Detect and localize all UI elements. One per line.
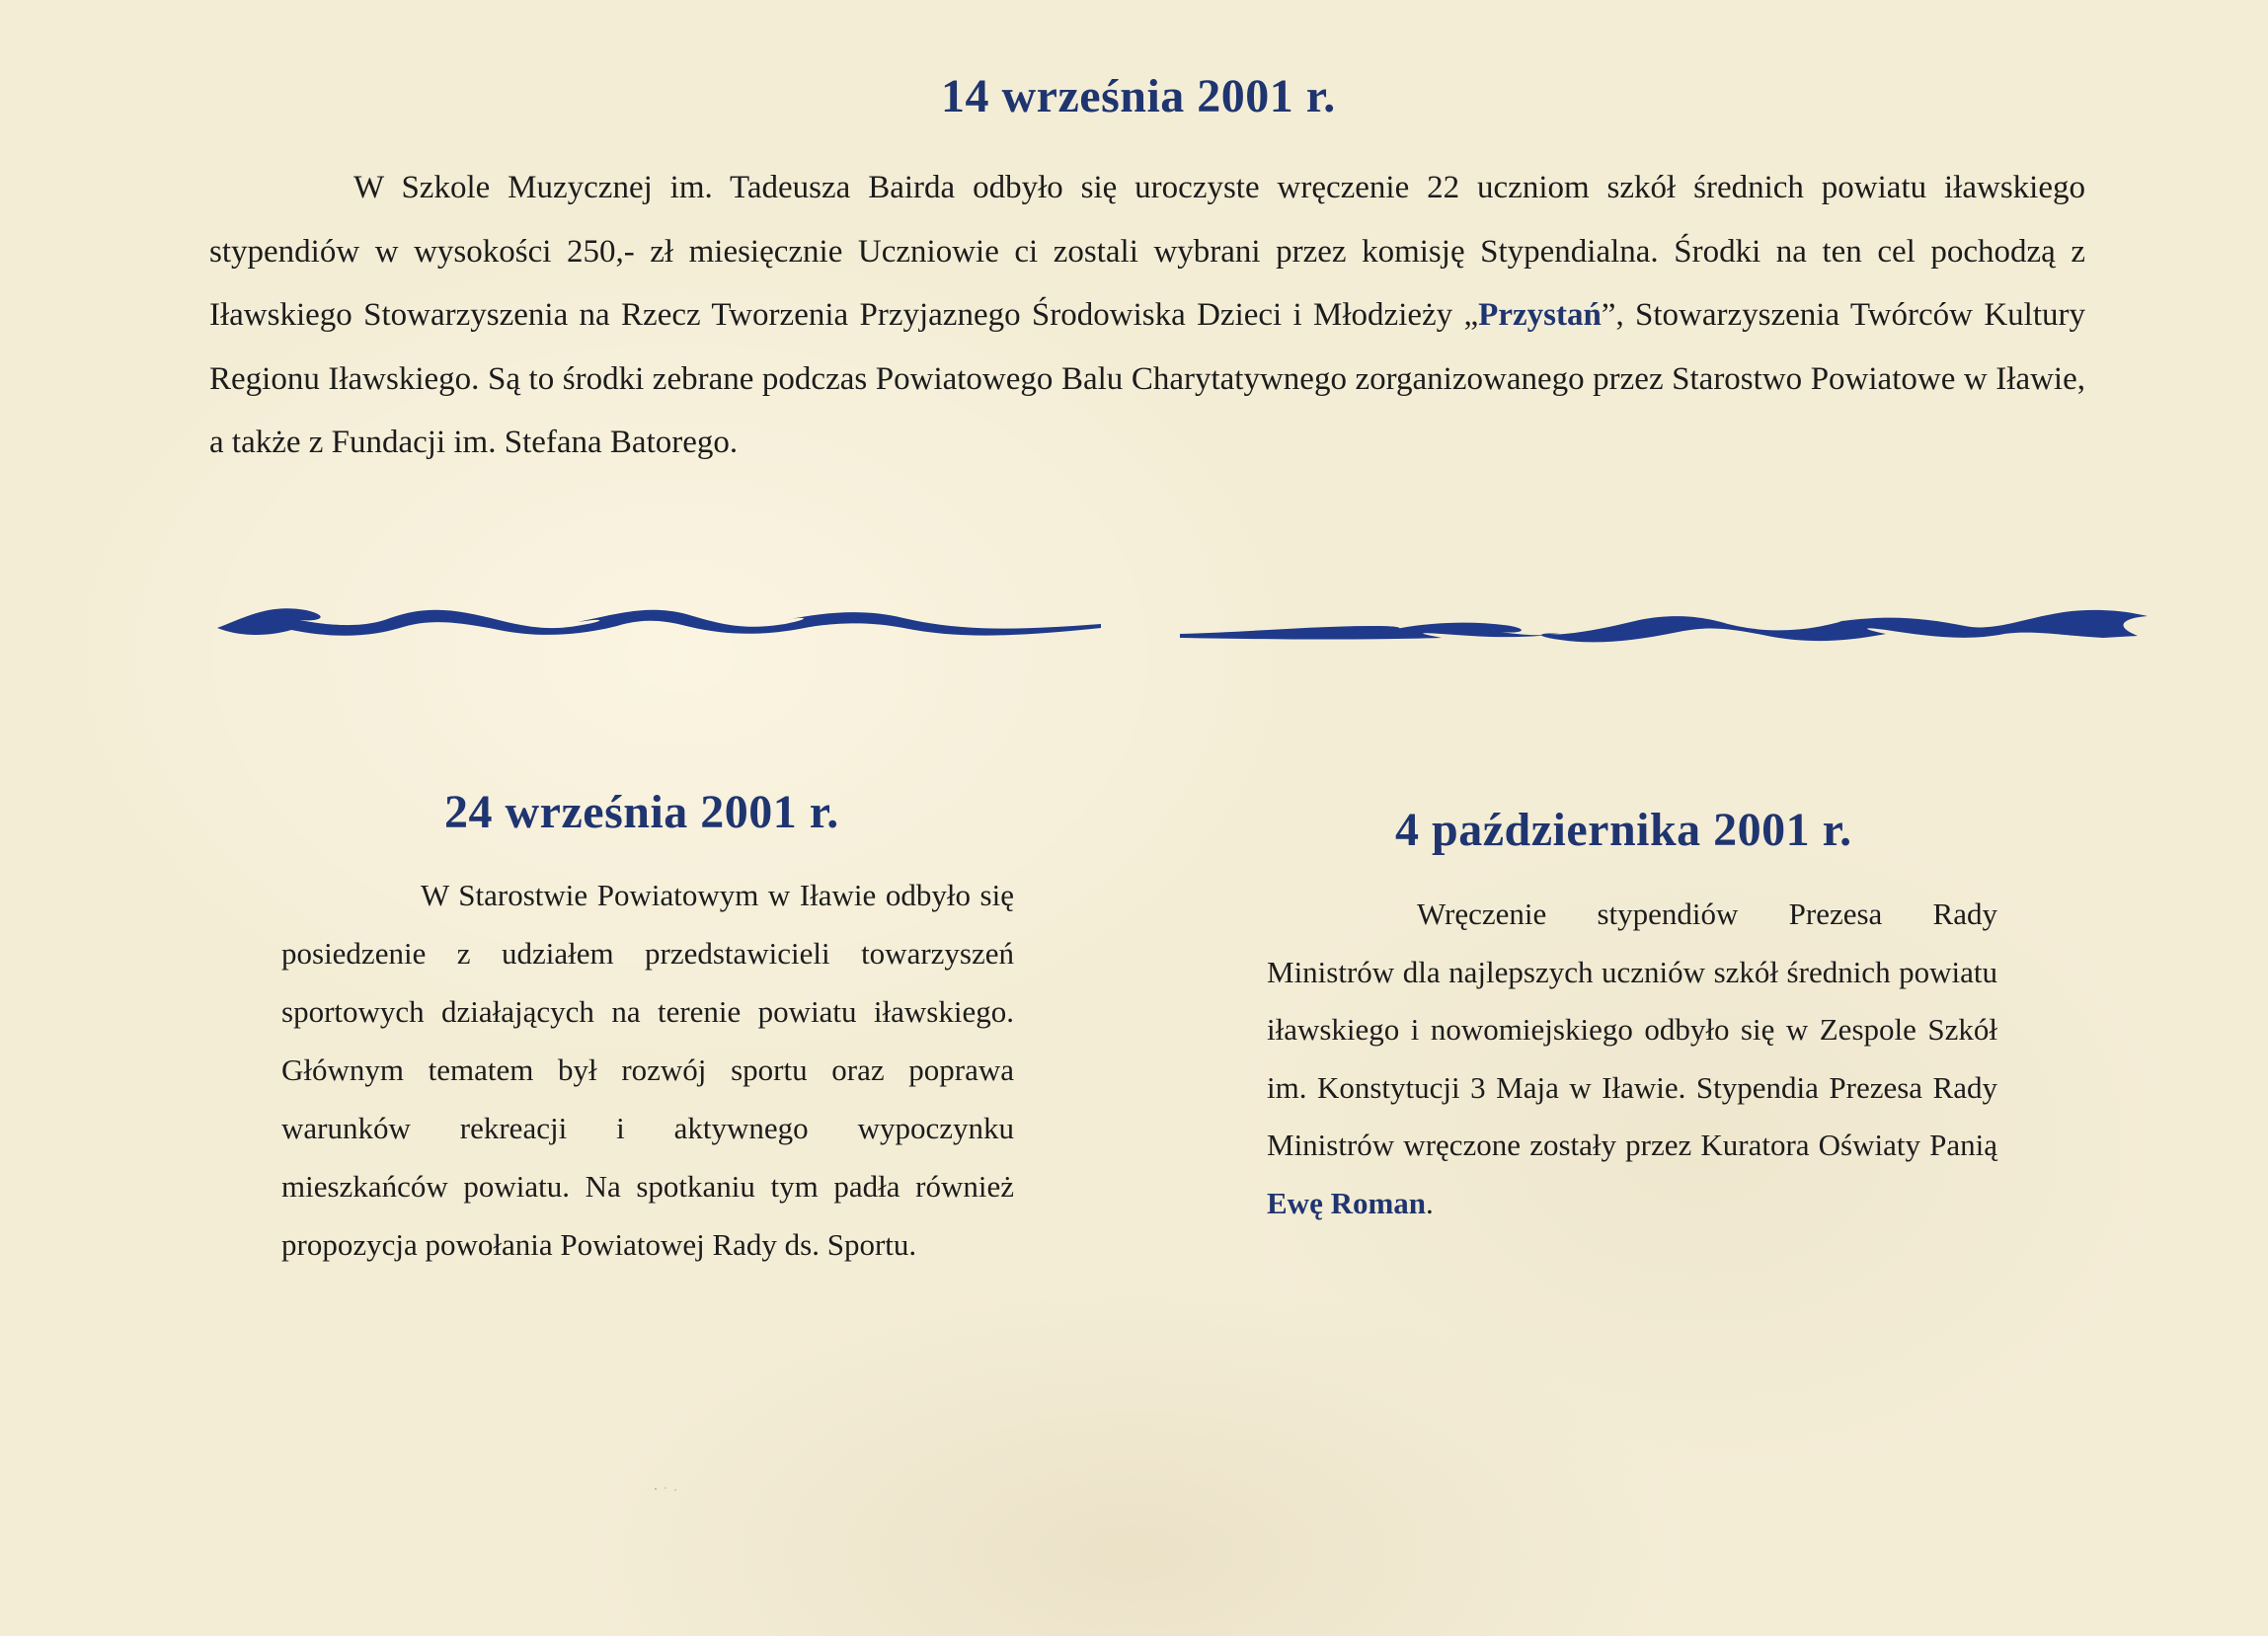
heading-oct-4: 4 października 2001 r. — [1395, 804, 1852, 856]
highlight-ewe-roman: Ewę Roman — [1267, 1185, 1427, 1220]
paper-speck — [652, 1486, 691, 1492]
wave-ornament-right-icon — [1175, 596, 2152, 656]
highlight-przystan: Przystań — [1478, 297, 1602, 333]
heading-sept-24: 24 września 2001 r. — [444, 786, 839, 838]
paragraph-oct-4-text-a: Wręczenie stypendiów Prezesa Rady Ministrów dla najlepszych uczniów szkół średnich powiatu iławskiego i nowomiejskiego odbyło się w Zespole Szkół im. Konstytucji 3 Maja w Iławie. Stypendia Prezesa Rady Ministrów wręczone zostały przez Kuratora Oświaty Panią — [1267, 896, 1997, 1162]
paragraph-oct-4 — [1267, 886, 1997, 1232]
paragraph-sept-14-text-a: W Szkole Muzycznej im. Tadeusza Bairda odbyło się uroczyste wręczenie 22 uczniom szkół średnich powiatu iławskiego stypendiów w wysokości 250,- zł miesięcznie Uczniowie ci zostali wybrani przez komisję Stypendialna. Środki na ten cel pochodzą z Iławskiego Stowarzyszenia na Rzecz Tworzenia Przyjaznego Środowiska Dzieci i Młodzieży „ — [209, 170, 2085, 333]
paragraph-sept-24 — [281, 866, 1014, 1274]
paragraph-oct-4-text-b: . — [1426, 1185, 1434, 1220]
paragraph-sept-14 — [209, 156, 2085, 475]
wave-ornament-left-icon — [212, 596, 1106, 656]
paragraph-sept-14-text-b: ”, Stowarzyszenia Twórców Kultury Regionu Iławskiego. Są to środki zebrane podczas Powiatowego Balu Charytatywnego zorganizowanego przez Starostwo Powiatowe w Iławie, a także z Fundacji im. Stefana Batorego. — [209, 297, 2086, 460]
heading-sept-14: 14 września 2001 r. — [941, 70, 1336, 122]
paragraph-sept-24-text: W Starostwie Powiatowym w Iławie odbyło się posiedzenie z udziałem przedstawicieli towarzyszeń sportowych działających na terenie powiatu iławskiego. Głównym tematem był rozwój sportu oraz poprawa warunków rekreacji i aktywnego wypoczynku mieszkańców powiatu. Na spotkaniu tym padła również propozycja powołania Powiatowej Rady ds. Sportu. — [281, 878, 1014, 1262]
